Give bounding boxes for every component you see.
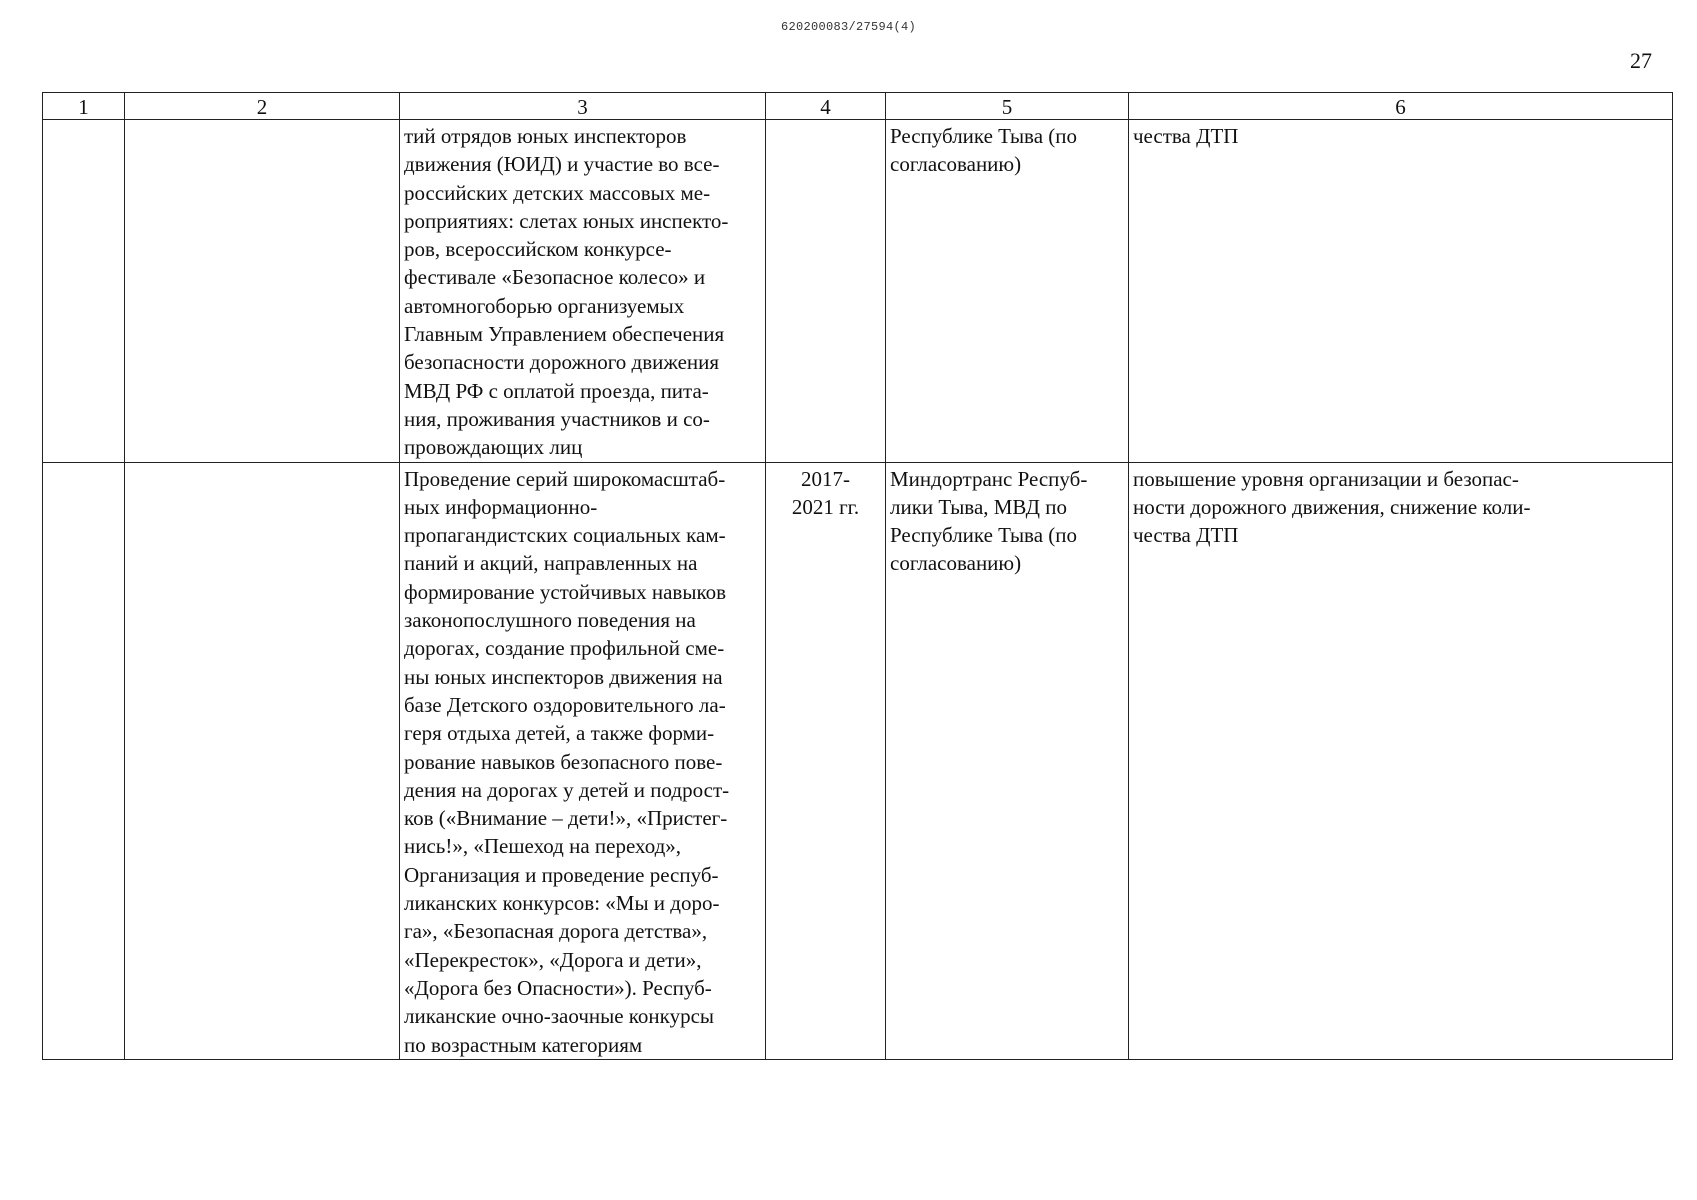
text-line: дорогах, создание профильной сме- [404,636,725,661]
text-line: по возрастным категориям [404,1032,643,1057]
column-number-4: 4 [766,93,886,120]
program-cell [125,120,400,463]
column-number-3: 3 [400,93,766,120]
text-line: геря отдыха детей, а также форми- [404,721,715,746]
text-line: законопослушного поведения на [404,608,696,633]
text-line: Проведение серий широкомасштаб- [404,466,726,491]
text-line: безопасности дорожного движения [404,350,720,375]
column-number-5: 5 [886,93,1129,120]
text-line: пропагандистских социальных кам- [404,523,726,548]
text-line: тий отрядов юных инспекторов [404,124,687,148]
executor-cell [886,120,1129,463]
executor-cell [886,462,1129,1059]
period-cell [766,462,886,1059]
text-line: 2021 гг. [791,494,860,519]
text-line: российских детских массовых ме- [404,180,711,205]
text-line: движения (ЮИД) и участие во все- [404,152,720,177]
text-line: Миндортранс Респуб- [890,466,1088,491]
text-line: Организация и проведение респуб- [404,862,719,887]
text-line: ков («Внимание – дети!», «Пристег- [404,806,728,831]
table-row [43,462,1673,1059]
row-number-cell [43,462,125,1059]
column-number-6: 6 [1129,93,1673,120]
result-cell [1129,462,1673,1059]
column-number-row [43,93,1673,120]
document-code: 620200083/27594(4) [780,20,917,34]
text-line: ных информационно- [404,494,598,519]
activity-cell [400,462,766,1059]
text-line: чества ДТП [1133,124,1239,148]
text-line: 2017- [801,466,850,491]
text-line: МВД РФ с оплатой проезда, пита- [404,378,709,403]
column-number-1: 1 [43,93,125,120]
text-line: формирование устойчивых навыков [404,579,726,604]
activity-cell [400,120,766,463]
text-line: роприятиях: слетах юных инспекто- [404,208,729,233]
text-line: паний и акций, направленных на [404,551,698,576]
text-line: «Дорога без Опасности»). Респуб- [404,975,712,1000]
column-number-2: 2 [125,93,400,120]
text-line: ров, всероссийском конкурсе- [404,237,672,262]
text-line: нись!», «Пешеход на переход», [404,834,682,859]
text-line: ности дорожного движения, снижение коли- [1133,494,1531,519]
text-line: Республике Тыва (по [890,124,1077,148]
text-line: повышение уровня организации и безопас- [1133,466,1519,491]
text-line: ния, проживания участников и со- [404,406,710,431]
period-cell [766,120,886,463]
page-number: 27 [1630,48,1652,73]
text-line: согласованию) [890,152,1022,177]
text-line: дения на дорогах у детей и подрост- [404,777,730,802]
text-line: чества ДТП [1133,523,1239,548]
text-line: ликанских конкурсов: «Мы и доро- [404,891,720,916]
text-line: Главным Управлением обеспечения [404,322,725,347]
text-line: ны юных инспекторов движения на [404,664,723,689]
text-line: Республике Тыва (по [890,523,1077,548]
table-row [43,120,1673,463]
program-cell [125,462,400,1059]
text-line: автомногоборью организуемых [404,293,685,318]
row-number-cell [43,120,125,463]
text-line: согласованию) [890,551,1022,576]
result-cell [1129,120,1673,463]
text-line: га», «Безопасная дорога детства», [404,919,708,944]
text-line: ликанские очно-заочные конкурсы [404,1004,715,1029]
text-line: «Перекресток», «Дорога и дети», [404,947,702,972]
text-line: лики Тыва, МВД по [890,494,1067,519]
text-line: рование навыков безопасного пове- [404,749,723,774]
text-line: базе Детского оздоровительного ла- [404,692,726,717]
measures-table [42,92,1673,1060]
text-line: провождающих лиц [404,435,583,460]
text-line: фестивале «Безопасное колесо» и [404,265,706,290]
